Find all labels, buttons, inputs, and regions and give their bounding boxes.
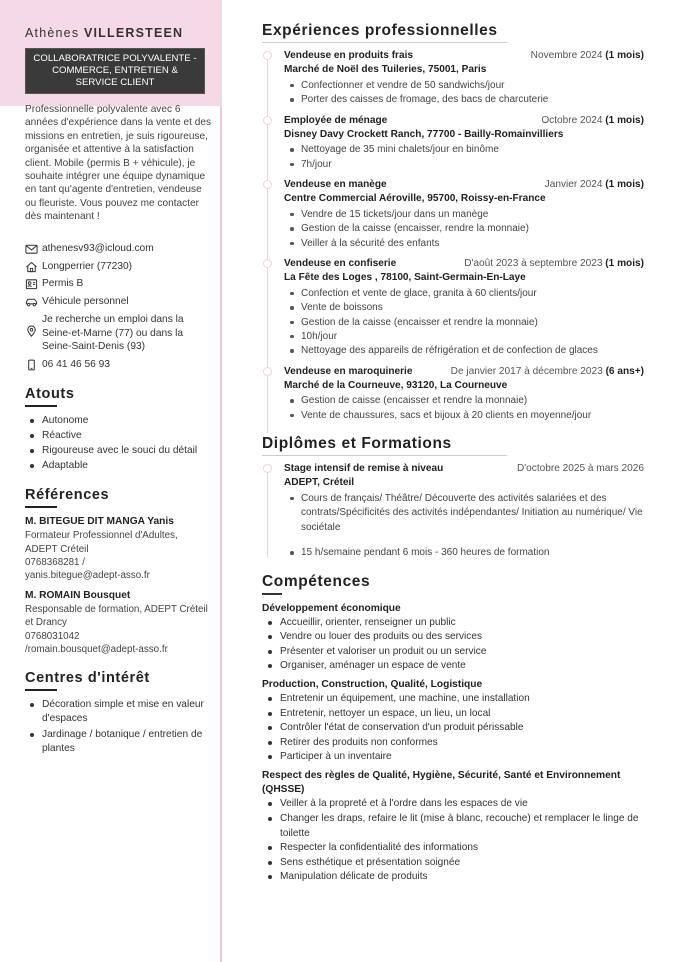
sidebar-content (25, 26, 211, 757)
entry-place: Centre Commercial Aéroville, 95700, Roissy-en-France (284, 193, 546, 205)
timeline-line (267, 466, 268, 558)
list-item: Autonome (25, 414, 211, 428)
job-title: COLLABORATRICE POLYVALENTE - COMMERCE, ENTRETIEN & SERVICE CLIENT (25, 48, 205, 94)
skill-group-list (262, 797, 644, 884)
entry-date: D'octobre 2025 à mars 2026 (516, 463, 644, 475)
entry-date (541, 114, 644, 128)
list-item: Décoration simple et mise en valeur d'espaces (25, 698, 211, 726)
search-area-text: Je recherche un emploi dans la Seine-et-Marne (77) ou dans la Seine-Saint-Denis (93) (42, 313, 184, 353)
list-item: 10h/jour (284, 330, 644, 344)
skill-group-list (262, 616, 644, 674)
contact-vehicle (25, 295, 211, 309)
reference-name: M. BITEGUE DIT MANGA Yanis (25, 516, 174, 528)
list-item: Vendre ou louer des produits ou des services (262, 630, 644, 645)
entry-title: Stage intensif de remise à niveau (284, 463, 444, 475)
skills-section (262, 602, 644, 885)
entry-place: Marché de la Courneuve, 93120, La Courneuve (284, 379, 508, 391)
first-name: Athènes (25, 26, 80, 40)
contact-license (25, 277, 211, 291)
list-item: Changer les draps, refaire le lit (mise à blanc, recouche) et remplacer le linge de toilette (262, 812, 644, 841)
list-item: 15 h/semaine pendant 6 mois - 360 heures de formation (284, 546, 644, 560)
list-item: Manipulation délicate de produits (262, 870, 644, 885)
date-text: D'août 2023 à septembre 2023 (464, 257, 603, 269)
date-text: Octobre 2024 (541, 114, 603, 126)
duration-text: (1 mois) (605, 114, 644, 126)
candidate-name (25, 26, 211, 40)
list-item: Jardinage / botanique / entretien de plantes (25, 728, 211, 756)
entry-place: Marché de Noël des Tuileries, 75001, Paris (284, 64, 487, 76)
list-item: Retirer des produits non conformes (262, 736, 644, 751)
references-underline (25, 506, 57, 508)
list-item: Contrôler l'état de conservation d'un produit périssable (262, 721, 644, 736)
education-timeline (262, 462, 644, 560)
atouts-list (25, 414, 211, 473)
entry-date (531, 49, 644, 63)
entry-date (464, 257, 644, 271)
skill-group-title: Respect des règles de Qualité, Hygiène, Sécurité, Santé et Environnement (QHSSE) (262, 769, 621, 796)
list-item: Adaptable (25, 459, 211, 473)
duration-text: (1 mois) (605, 257, 644, 269)
date-text: Novembre 2024 (530, 50, 603, 61)
list-item: Gestion de la caisse (encaisser et rendre la monnaie) (284, 316, 644, 330)
date-text: De janvier 2017 à décembre 2023 (450, 365, 603, 377)
education-underline (262, 455, 507, 456)
profile-summary: Professionnelle polyvalente avec 6 années d'expérience dans la vente et des missions en entretien, je suis rigoureuse, organisée et attentive à la satisfaction client. Mobile (permis B + véhicule), je souhaite intégrer une équipe dynamique en tant qu'agente d'entretien, vendeuse ou fleuriste. Vous pouvez me contacter dès maintenant ! (25, 103, 211, 223)
entry-bullets (284, 79, 644, 108)
license-text: Permis B (42, 278, 84, 290)
list-item: Accueillir, orienter, renseigner un public (262, 616, 644, 631)
list-item: Confection et vente de glace, granita à 60 clients/jour (284, 287, 644, 301)
list-item: Sens esthétique et présentation soignée (262, 856, 644, 871)
list-item: Entretenir un équipement, une machine, une installation (262, 692, 644, 707)
reference-phone: 0768368281 / (25, 556, 85, 568)
entry-bullets (284, 492, 644, 561)
id-card-icon (25, 278, 38, 290)
entry-bullets (284, 394, 644, 423)
skills-underline (262, 593, 282, 595)
car-icon (25, 296, 38, 308)
contact-email[interactable] (25, 242, 211, 256)
references-heading: Références (25, 487, 110, 504)
list-item: Cours de français/ Théâtre/ Découverte des activités salariées et des contrats/Spécificités des activités indépendantes/ Initiation au numérique/ Vie sociétale (284, 492, 644, 535)
timeline-line (267, 53, 268, 433)
list-item: Présenter et valoriser un produit ou un service (262, 645, 644, 660)
phone-text: 06 41 46 56 93 (42, 359, 110, 371)
email-text: athenesv93@icloud.com (42, 242, 154, 254)
reference-item (25, 589, 211, 657)
skill-group-list (262, 692, 644, 765)
contact-list (25, 242, 211, 372)
duration-text: (1 mois) (605, 50, 644, 61)
contact-location (25, 313, 211, 354)
list-item: Veiller à la sécurité des enfants (284, 237, 644, 251)
entry-title: Employée de ménage (284, 114, 388, 126)
home-icon (25, 261, 38, 273)
list-item: Nettoyage des appareils de réfrigération et de confection de glaces (284, 344, 644, 358)
list-item: Gestion de caisse (encaisser et rendre la monnaie) (284, 394, 644, 408)
entry-title: Vendeuse en manège (284, 179, 387, 191)
list-item: Veiller à la propreté et à l'ordre dans les espaces de vie (262, 797, 644, 812)
main-content (262, 22, 644, 885)
entry-bullets (284, 143, 644, 172)
list-item: Organiser, aménager un espace de vente (262, 659, 644, 674)
list-item: Rigoureuse avec le souci du détail (25, 444, 211, 458)
experience-entry (284, 257, 644, 359)
timeline-dot (263, 116, 272, 125)
sidebar (0, 0, 222, 962)
list-item: Participer à un inventaire (262, 750, 644, 765)
list-item: Vente de chaussures, sacs et bijoux à 20 clients en moyenne/jour (284, 409, 644, 423)
list-item: Porter des caisses de fromage, des bacs de charcuterie (284, 93, 644, 107)
list-item: Réactive (25, 429, 211, 443)
timeline-dot (263, 51, 272, 60)
entry-place: La Fête des Loges , 78100, Saint-Germain-En-Laye (284, 272, 526, 284)
atouts-heading: Atouts (25, 385, 75, 402)
entry-title: Vendeuse en produits frais (284, 50, 414, 61)
list-item: Entretenir, nettoyer un espace, un lieu, un local (262, 707, 644, 722)
entry-title: Vendeuse en confiserie (284, 257, 397, 269)
skill-group-title: Développement économique (262, 602, 401, 614)
list-item: 7h/jour (284, 158, 644, 172)
reference-email[interactable]: /romain.bousquet@adept-asso.fr (25, 643, 168, 655)
experience-timeline (262, 49, 644, 423)
vehicle-text: Véhicule personnel (42, 296, 129, 308)
interests-list (25, 698, 211, 755)
date-text: Janvier 2024 (544, 179, 603, 191)
atouts-underline (25, 405, 57, 407)
education-heading: Diplômes et Formations (262, 435, 452, 453)
reference-email[interactable]: yanis.bitegue@adept-asso.fr (25, 570, 150, 582)
interests-heading: Centres d'intérêt (25, 670, 150, 687)
entry-place: Disney Davy Crockett Ranch, 77700 - Bailly-Romainvilliers (284, 128, 564, 140)
contact-city (25, 260, 211, 274)
reference-phone: 0768031042 (25, 630, 80, 642)
list-item: Respecter la confidentialité des informations (262, 841, 644, 856)
experience-entry (284, 178, 644, 251)
duration-text: (1 mois) (605, 179, 644, 191)
entry-title: Vendeuse en maroquinerie (284, 365, 413, 377)
entry-bullets (284, 287, 644, 359)
experience-underline (262, 42, 507, 43)
list-item: Vente de boissons (284, 301, 644, 315)
list-item: Gestion de la caisse (encaisser, rendre la monnaie) (284, 222, 644, 236)
city-text: Longperrier (77230) (42, 260, 133, 272)
experience-entry (284, 365, 644, 424)
reference-role: Responsable de formation, ADEPT Créteil et Drancy (25, 603, 208, 629)
reference-item (25, 515, 211, 583)
duration-text: (6 ans+) (605, 365, 644, 377)
reference-role: Formateur Professionnel d'Adultes, ADEPT Créteil (25, 530, 178, 555)
list-item: Confectionner et vendre de 50 sandwichs/jour (284, 79, 644, 93)
timeline-dot (263, 180, 272, 189)
reference-name: M. ROMAIN Bousquet (25, 589, 131, 601)
phone-icon (25, 359, 38, 371)
skills-heading: Compétences (262, 572, 371, 590)
skill-group-title: Production, Construction, Qualité, Logistique (262, 678, 483, 690)
contact-phone[interactable] (25, 358, 211, 372)
education-entry (284, 462, 644, 560)
entry-date (545, 178, 644, 192)
timeline-dot (263, 464, 272, 473)
list-item: Vendre de 15 tickets/jour dans un manège (284, 208, 644, 222)
timeline-dot (263, 259, 272, 268)
experience-heading: Expériences professionnelles (262, 22, 498, 39)
timeline-dot (263, 367, 272, 376)
entry-bullets (284, 208, 644, 251)
last-name: VILLERSTEEN (83, 26, 184, 40)
experience-entry (284, 114, 644, 173)
entry-place: ADEPT, Créteil (284, 477, 355, 489)
interests-underline (25, 689, 57, 691)
experience-entry (284, 49, 644, 108)
entry-date (451, 365, 644, 379)
mail-icon (25, 243, 38, 255)
list-item: Nettoyage de 35 mini chalets/jour en binôme (284, 143, 644, 157)
